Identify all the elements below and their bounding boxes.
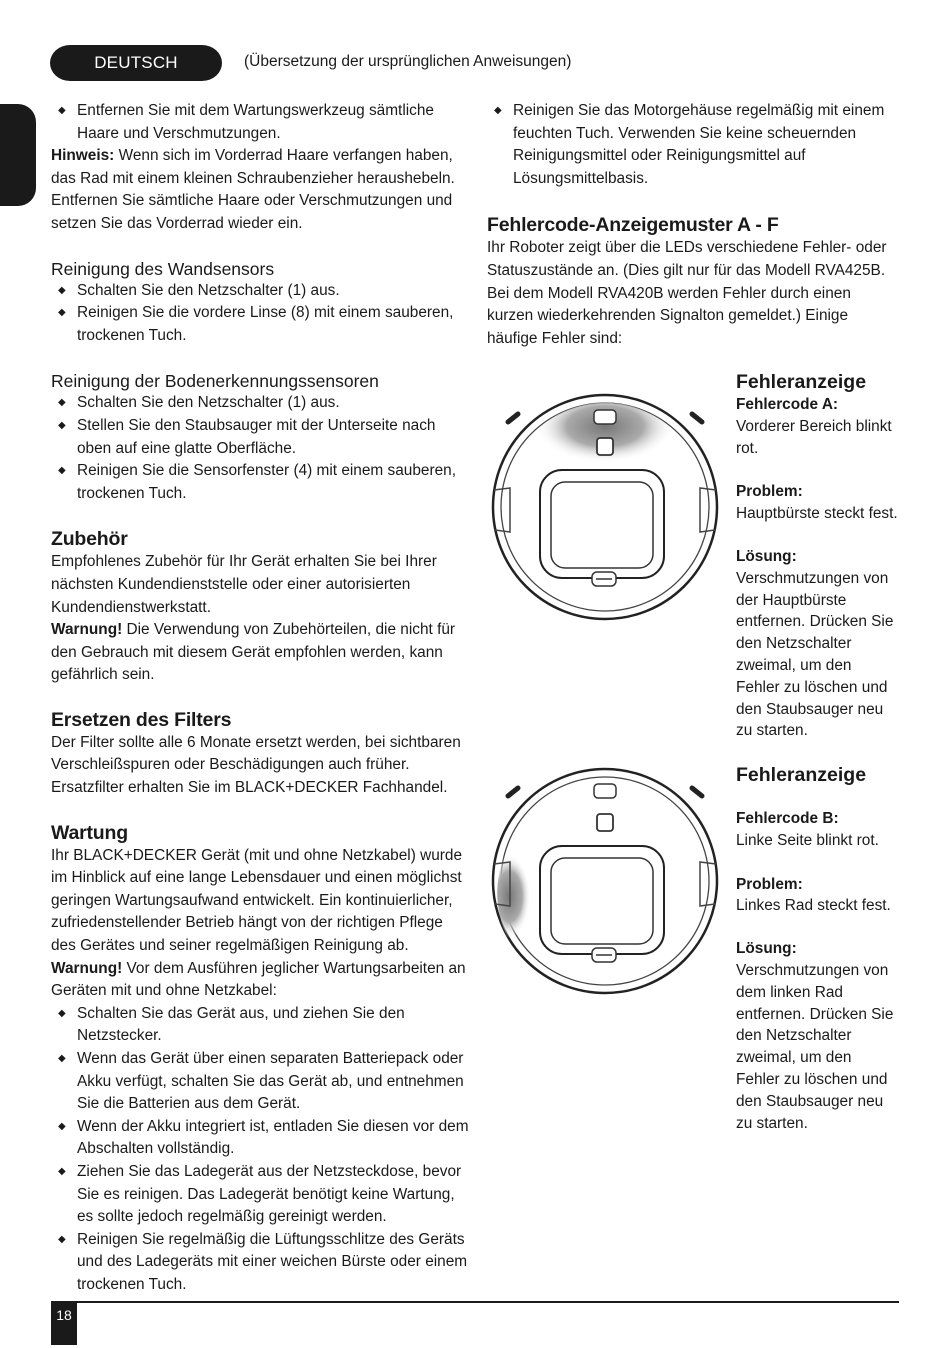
list-item: ◆ Reinigen Sie das Motorgehäuse regelmäßig mit einem feuchten Tuch. Verwenden Sie keine scheuernden Reinigungsmittel oder Reinigungsmittel auf Lösungsmittelbasis. xyxy=(487,100,899,190)
error-codes-heading: Fehlercode-Anzeigemuster A - F xyxy=(487,214,779,237)
accessories-text: Empfohlenes Zubehör für Ihr Gerät erhalten Sie bei Ihrer nächsten Kundendienststelle oder einer autorisierten Kundendienstwerkstatt. xyxy=(51,553,437,616)
error-b-problem-text: Linkes Rad steckt fest. xyxy=(736,897,891,915)
error-a-panel xyxy=(736,370,906,742)
translation-note: (Übersetzung der ursprünglichen Anweisungen) xyxy=(244,53,572,70)
error-b-code-label: Fehlercode B: xyxy=(736,810,839,827)
list-item: ◆ Schalten Sie den Netzschalter (1) aus. xyxy=(51,280,471,303)
warning-label: Warnung! xyxy=(51,959,123,977)
footer-divider xyxy=(51,1301,899,1303)
accessories-heading: Zubehör xyxy=(51,528,128,551)
error-a-problem-label: Problem: xyxy=(736,483,803,501)
left-column xyxy=(51,100,471,1297)
robot-front-error-illustration xyxy=(488,390,722,624)
section-side-tab xyxy=(0,104,36,206)
robot-left-error-illustration xyxy=(488,764,722,998)
list-item: ◆ Reinigen Sie die Sensorfenster (4) mit einem sauberen, trockenen Tuch. xyxy=(51,460,471,505)
error-a-title: Fehleranzeige xyxy=(736,371,867,393)
list-item: ◆ Wenn das Gerät über einen separaten Batteriepack oder Akku verfügt, schalten Sie das Gerät ab, und entnehmen Sie die Batterien aus dem Gerät. xyxy=(51,1048,471,1116)
list-item: ◆ Schalten Sie den Netzschalter (1) aus. xyxy=(51,392,471,415)
error-a-code-label: Fehlercode A: xyxy=(736,396,839,413)
wall-sensor-heading: Reinigung des Wandsensors xyxy=(51,258,275,279)
hint-text: Wenn sich im Vorderrad Haare verfangen haben, das Rad mit einem kleinen Schraubenzieher heraushebeln. Entfernen Sie sämtliche Haare oder Verschmutzungen und setzen Sie das Vorderrad wieder ein. xyxy=(51,147,455,232)
error-b-problem-label: Problem: xyxy=(736,875,803,893)
warning-text: Vor dem Ausführen jeglicher Wartungsarbeiten an Geräten mit und ohne Netzkabel: xyxy=(51,959,466,1000)
hint-label: Hinweis: xyxy=(51,147,115,165)
error-a-code-text: Vorderer Bereich blinkt rot. xyxy=(736,417,892,457)
error-a-problem-text: Hauptbürste steckt fest. xyxy=(736,505,898,523)
error-b-title: Fehleranzeige xyxy=(736,764,867,786)
hint-paragraph xyxy=(51,145,471,235)
error-b-code-text: Linke Seite blinkt rot. xyxy=(736,831,879,849)
filter-heading: Ersetzen des Filters xyxy=(51,708,232,731)
warning-label: Warnung! xyxy=(51,621,123,639)
error-a-solution-text: Verschmutzungen von der Hauptbürste entfernen. Drücken Sie den Netzschalter zweimal, um den Fehler zu löschen und den Staubsauger neu zu starten. xyxy=(736,569,894,740)
list-item: ◆ Entfernen Sie mit dem Wartungswerkzeug sämtliche Haare und Verschmutzungen. xyxy=(51,100,471,145)
maintenance-text: Ihr BLACK+DECKER Gerät (mit und ohne Netzkabel) wurde im Hinblick auf eine lange Lebensdauer und einen möglichst geringen Wartungsaufwand entwickelt. Ein kontinuierlicher, zufriedenstellender Betrieb hängt von der richtigen Pflege des Gerätes und seiner regelmäßigen Reinigung ab. xyxy=(51,846,463,955)
list-item: ◆ Stellen Sie den Staubsauger mit der Unterseite nach oben auf eine glatte Oberfläche. xyxy=(51,415,471,460)
list-item: ◆ Reinigen Sie die vordere Linse (8) mit einem sauberen, trockenen Tuch. xyxy=(51,302,471,347)
list-item: ◆ Ziehen Sie das Ladegerät aus der Netzsteckdose, bevor Sie es reinigen. Das Ladegerät benötigt keine Wartung, es sollte jedoch regelmäßig gereinigt werden. xyxy=(51,1161,471,1229)
language-badge: DEUTSCH xyxy=(50,45,222,81)
list-item: ◆ Schalten Sie das Gerät aus, und ziehen Sie den Netzstecker. xyxy=(51,1003,471,1048)
maintenance-heading: Wartung xyxy=(51,821,128,844)
error-codes-intro: Ihr Roboter zeigt über die LEDs verschiedene Fehler- oder Statuszustände an. (Dies gilt nur für das Modell RVA425B. Bei dem Modell RVA420B werden Fehler durch einen kurzen wiederkehrenden Signalton gemeldet.) Einige häufige Fehler sind: xyxy=(487,239,887,347)
page-number: 18 xyxy=(51,1301,77,1345)
error-a-solution-label: Lösung: xyxy=(736,547,797,565)
error-b-solution-text: Verschmutzungen von dem linken Rad entfernen. Drücken Sie den Netzschalter zweimal, um den Fehler zu löschen und den Staubsauger neu zu starten. xyxy=(736,961,894,1132)
error-b-solution-label: Lösung: xyxy=(736,940,797,958)
error-b-panel xyxy=(736,763,906,1134)
list-item: ◆ Wenn der Akku integriert ist, entladen Sie diesen vor dem Abschalten vollständig. xyxy=(51,1116,471,1161)
list-item: ◆ Reinigen Sie regelmäßig die Lüftungsschlitze des Geräts und des Ladegeräts mit einer weichen Bürste oder einem trockenen Tuch. xyxy=(51,1229,471,1297)
accessories-warning xyxy=(51,619,471,687)
floor-sensor-heading: Reinigung der Bodenerkennungssensoren xyxy=(51,371,379,392)
maintenance-warning xyxy=(51,958,471,1003)
filter-text: Der Filter sollte alle 6 Monate ersetzt werden, bei sichtbaren Verschleißspuren oder Beschädigungen auch früher. Ersatzfilter erhalten Sie im BLACK+DECKER Fachhandel. xyxy=(51,733,461,797)
right-column xyxy=(487,100,899,350)
warning-text: Die Verwendung von Zubehörteilen, die nicht für den Gebrauch mit diesem Gerät empfohlen werden, kann gefährlich sein. xyxy=(51,621,456,684)
